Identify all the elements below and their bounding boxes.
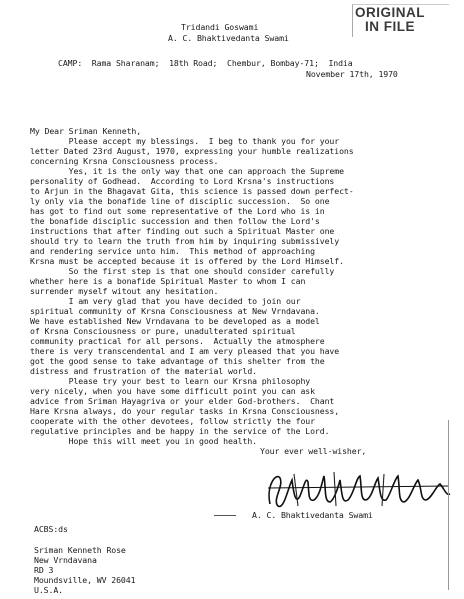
stamp-line-1: ORIGINAL — [355, 5, 425, 20]
address-line: U.S.A. — [34, 585, 63, 595]
closing: Your ever well-wisher, — [260, 446, 367, 456]
body-line: Hope this will meet you in good health. — [30, 436, 257, 446]
body-line: letter Dated 23rd August, 1970, expressing your humble realizations — [30, 146, 354, 156]
body-line: distress and frustration of the material world. — [30, 366, 257, 376]
body-line: has got to find out some representative of the Lord who is in — [30, 206, 325, 216]
body-line: the bonafide disciplic succession and then follow the Lord's — [30, 216, 320, 226]
body-line: personality of Godhead. According to Lord Krsna's instructions — [30, 176, 335, 186]
letterhead-name: A. C. Bhaktivedanta Swami — [168, 33, 289, 43]
body-line: surrender myself witout any hesitation. — [30, 286, 219, 296]
body-line: regulative principles and be happy in the service of the Lord. — [30, 426, 330, 436]
handwritten-signature — [264, 466, 454, 516]
typed-signature-name: A. C. Bhaktivedanta Swami — [252, 510, 373, 520]
body-line: instructions that after finding out such a Spiritual Master one — [30, 226, 335, 236]
letterhead-title: Tridandi Goswami — [181, 22, 259, 32]
body-line: We have established New Vrndavana to be developed as a model — [30, 316, 320, 326]
body-line: very nicely, when you have some difficult point you can ask — [30, 386, 315, 396]
fold-line — [448, 420, 449, 590]
body-line: Yes, it is the only way that one can approach the Supreme — [30, 166, 344, 176]
body-line: and rendering service unto him. This method of approaching — [30, 246, 315, 256]
body-line: ly only via the bonafide line of disciplic succession. So one — [30, 196, 330, 206]
body-line: cooperate with the other devotees, follow strictly the four — [30, 416, 315, 426]
body-line: So the first step is that one should consider carefully — [30, 266, 335, 276]
body-line: whether here is a bonafide Spiritual Master to whom I can — [30, 276, 306, 286]
body-line: Krsna must be accepted because it is offered by the Lord Himself. — [30, 256, 344, 266]
salutation: My Dear Sriman Kenneth, — [30, 126, 142, 136]
body-line: I am very glad that you have decided to join our — [30, 296, 301, 306]
camp-address: CAMP: Rama Sharanam; 18th Road; Chembur, Bombay-71; India — [58, 58, 353, 68]
body-line: concerning Krsna Consciousness process. — [30, 156, 219, 166]
stamp-line-2: IN FILE — [365, 19, 415, 34]
body-line: should try to learn the truth from him by inquiring submissively — [30, 236, 340, 246]
body-line: there is very transcendental and I am very pleased that you have — [30, 346, 340, 356]
address-line: Sriman Kenneth Rose — [34, 545, 126, 555]
margin-mark — [214, 515, 236, 516]
address-line: RD 3 — [34, 565, 54, 575]
body-line: got the good sense to take advantage of this shelter from the — [30, 356, 325, 366]
body-line: of Krsna Consciousness or pure, unadulterated spiritual — [30, 326, 296, 336]
body-line: Please accept my blessings. I beg to thank you for your — [30, 136, 340, 146]
body-line: advice from Sriman Hayagriva or your elder God-brothers. Chant — [30, 396, 335, 406]
body-line: community practical for all persons. Actually the atmosphere — [30, 336, 325, 346]
body-line: to Arjun in the Bhagavat Gita, this science is passed down perfect- — [30, 186, 354, 196]
body-line: Please try your best to learn our Krsna philosophy — [30, 376, 311, 386]
address-line: Moundsville, WV 26041 — [34, 575, 136, 585]
letter-date: November 17th, 1970 — [306, 69, 398, 79]
reference-initials: ACBS:ds — [34, 524, 68, 534]
original-in-file-stamp — [355, 6, 455, 34]
body-line: spiritual community of Krsna Consciousness at New Vrndavana. — [30, 306, 320, 316]
body-line: Hare Krsna always, do your regular tasks in Krsna Consciousness, — [30, 406, 340, 416]
address-line: New Vrndavana — [34, 555, 97, 565]
